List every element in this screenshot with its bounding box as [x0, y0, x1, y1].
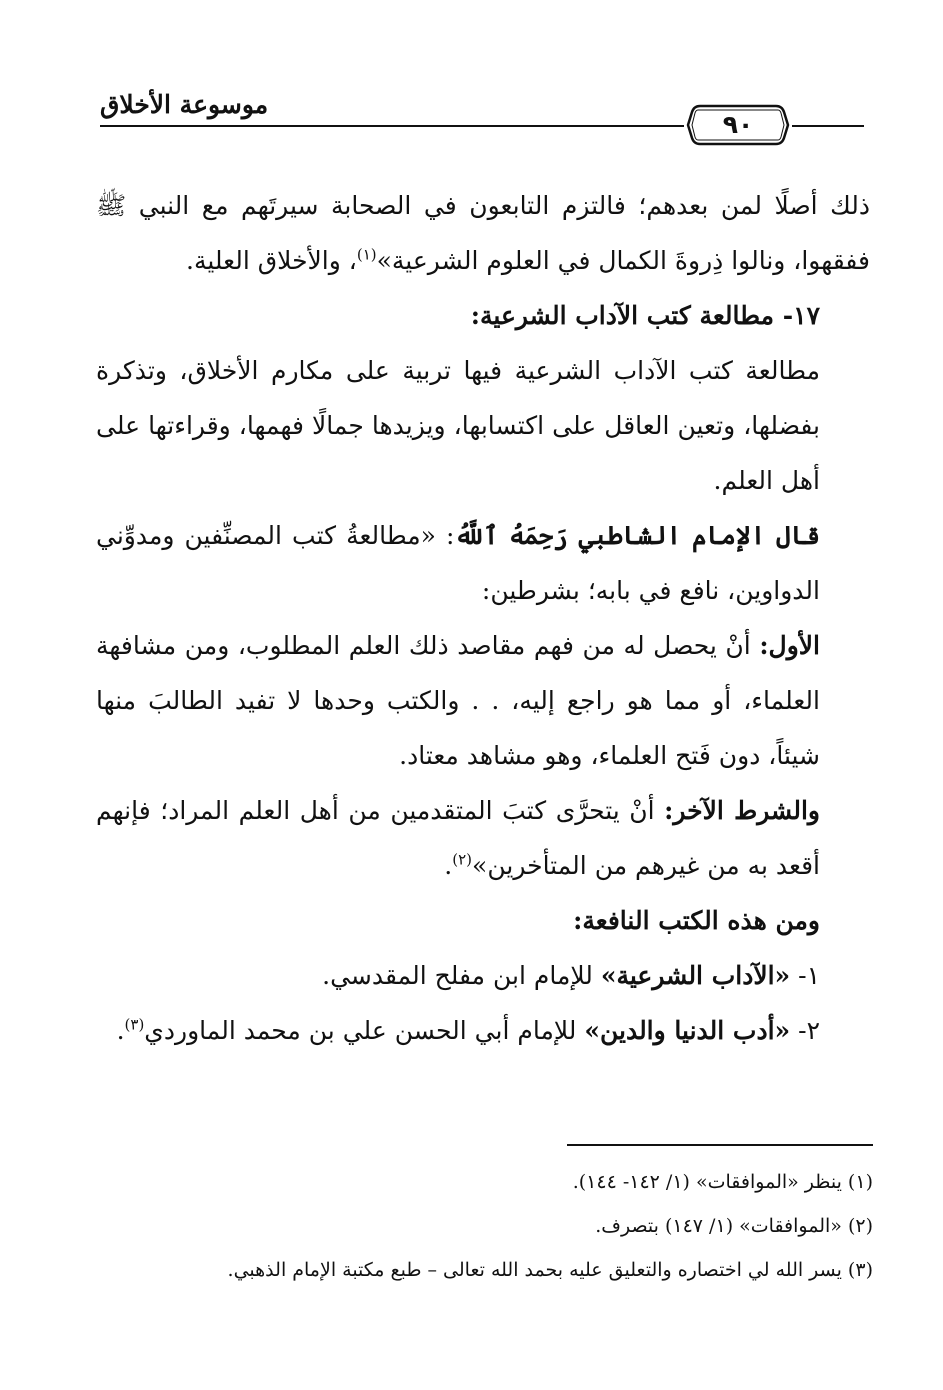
- page-header: [100, 84, 864, 142]
- footnote-ref-3[interactable]: (٣): [124, 1015, 145, 1034]
- book-title: موسوعة الأخلاق: [100, 90, 269, 119]
- paragraph-first-condition: الأول: أنْ يحصل له من فهم مقاصد ذلك العلم المطلوب، ومن مشافهة العلماء، أو مما هو راجع إليه، . . والكتب وحدها لا تفيد الطالبَ منها شيئاً، دون فَتح العلماء، وهو مشاهد معتاد.: [96, 631, 820, 770]
- footnotes: [99, 1160, 873, 1292]
- paragraph-second-condition: والشرط الآخر: أنْ يتحرَّى كتبَ المتقدمين من أهل العلم المراد؛ فإنهم أقعد به من غيرهم من المتأخرين»$^{(٢)}$.: [96, 796, 820, 880]
- list-item: ٢- «أدب الدنيا والدين» للإمام أبي الحسن علي بن محمد الماوردي$^{(٣)}$.: [116, 1015, 820, 1045]
- footnote-separator: [567, 1144, 873, 1146]
- footnote-item: (٢) «الموافقات» (١/ ١٤٧) بتصرف.: [595, 1215, 873, 1237]
- list-item: ١- «الآداب الشرعية» للإمام ابن مفلح المقدسي.: [322, 961, 820, 990]
- list-intro: ومن هذه الكتب النافعة:: [573, 906, 820, 935]
- footnote-item: (١) ينظر «الموافقات» (١/ ١٤٢- ١٤٤).: [572, 1171, 873, 1193]
- paragraph-reading-books: مطالعة كتب الآداب الشرعية فيها تربية على مكارم الأخلاق، وتذكرة بفضلها، وتعين العاقل على اكتسابها، ويزيدها جمالًا فهمها، وقراءتها على أهل العلم.: [96, 356, 820, 495]
- header-rule-left: [100, 125, 684, 127]
- header-rule-right: [792, 125, 864, 127]
- main-text: [96, 178, 870, 1058]
- footnote-ref-1[interactable]: (١): [356, 245, 377, 264]
- page-number: ٩٠: [722, 110, 754, 139]
- footnote-ref-2[interactable]: (٢): [452, 850, 473, 869]
- section-heading-17: ١٧- مطالعة كتب الآداب الشرعية:: [470, 301, 820, 330]
- page-number-frame: [686, 102, 790, 148]
- footnote-item: (٣) يسر الله لي اختصاره والتعليق عليه بحمد الله تعالى – طبع مكتبة الإمام الذهبي.: [227, 1259, 873, 1281]
- paragraph-shatibi-quote: قال الإمام الشاطبي رَحِمَهُ ٱللَّهُ: «مطالعةُ كتب المصنِّفين ومدوِّني الدواوين، نافع في بابه؛ بشرطين:: [96, 521, 820, 605]
- paragraph-continuation: ذلك أصلًا لمن بعدهم؛ فالتزم التابعون في الصحابة سيرتَهم مع النبي ﷺ ففقهوا، ونالوا ذِروةَ الكمال في العلوم الشرعية»$^{(١)}$، والأخلاق العلية.: [96, 191, 870, 275]
